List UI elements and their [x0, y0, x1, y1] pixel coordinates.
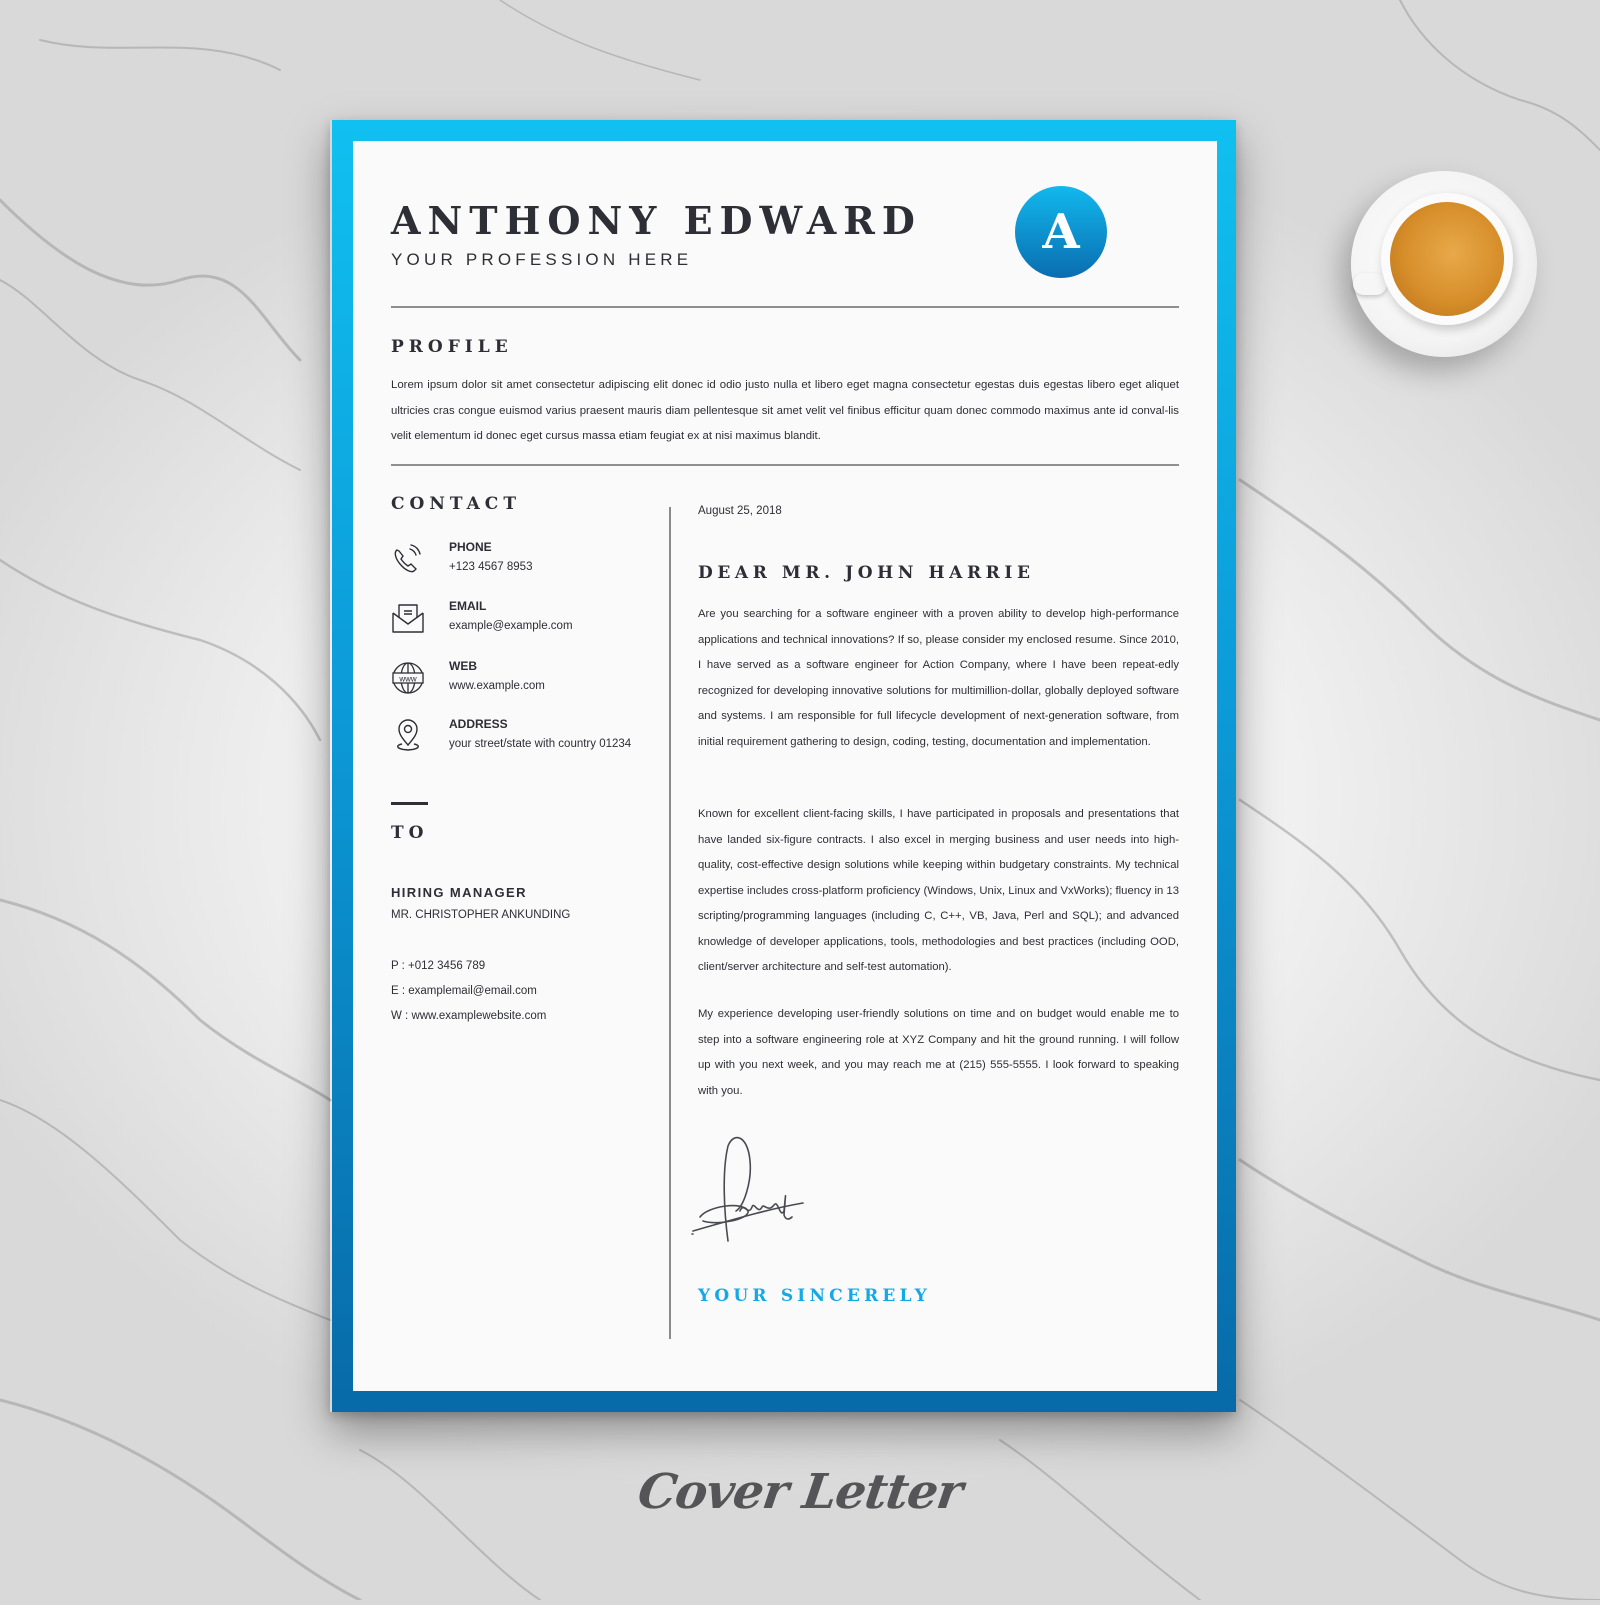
- letter-paragraph: My experience developing user-friendly solutions on time and on budget would enable me to step into a software engineering role at XYZ Company and hit the ground running. I will follow up with you next week, and you may reach me at (215) 555-5555. I look forward to speaking with you.: [698, 1008, 1179, 1097]
- cover-letter-page: [353, 141, 1217, 1391]
- recipient-role: HIRING MANAGER: [391, 885, 527, 900]
- monogram-letter: A: [1042, 204, 1080, 260]
- section-accent-divider: [391, 802, 428, 805]
- phone-icon: [391, 542, 425, 576]
- letter-date: August 25, 2018: [698, 505, 782, 517]
- recipient-website: W : www.examplewebsite.com: [391, 1010, 547, 1022]
- recipient-phone: P : +012 3456 789: [391, 960, 486, 972]
- contact-heading: CONTACT: [391, 494, 521, 514]
- signature-image: [688, 1131, 818, 1261]
- letter-paragraph: Known for excellent client-facing skills, I have participated in proposals and presentations that have landed six-figure contracts. I also excel in merging business and user needs into high-quality, cost-effective design solutions while keeping within budgetary constraints. My technical expertise includes cross-platform proficiency (Windows, Unix, Linux and VxWorks); fluency in 13 scripting/programming languages (including C, C++, VB, Java, Perl and SQL); and advanced knowledge of developer applications, tools, methodologies and best practices (including OOD, client/server architecture and self-test automation).: [698, 808, 1179, 973]
- svg-text:www: www: [399, 674, 417, 684]
- contact-web: [391, 659, 661, 703]
- profile-heading: PROFILE: [391, 337, 513, 357]
- applicant-name: ANTHONY EDWARD: [391, 198, 922, 243]
- profession-subtitle: YOUR PROFESSION HERE: [391, 250, 693, 269]
- contact-label: EMAIL: [449, 599, 487, 613]
- contact-value: example@example.com: [449, 620, 573, 632]
- coffee-cup-image: [1335, 163, 1545, 373]
- contact-value: +123 4567 8953: [449, 561, 533, 573]
- profile-text: Lorem ipsum dolor sit amet consectetur adipiscing elit donec id odio justo nulla et libero eget magna consectetur egestas duis egestas libero eget aliquet ultricies cras congue euismod varius praesent mauris diam pellentesque sit amet velit vel finibus efficitur quam donec commodo maximus ante id conval-lis velit elementum id donec eget cursus massa etiam feugiat ex at nisi maximus blandit.: [391, 379, 1179, 442]
- contact-label: ADDRESS: [449, 717, 508, 731]
- profile-divider: [391, 464, 1179, 466]
- to-heading: TO: [391, 823, 429, 843]
- contact-address: [391, 717, 661, 761]
- globe-icon: [391, 661, 425, 695]
- cover-letter-caption: Cover Letter: [634, 1464, 966, 1520]
- recipient-name: MR. CHRISTOPHER ANKUNDING: [391, 909, 571, 921]
- contact-phone: [391, 540, 661, 584]
- header-divider: [391, 306, 1179, 308]
- location-pin-icon: [391, 719, 425, 753]
- letter-paragraph: Are you searching for a software engineer with a proven ability to develop high-performance applications and technical innovations? If so, please consider my enclosed resume. Since 2010, I have served as a software engineer for Action Company, where I have been repeat-edly recognized for developing innovative solutions for multimillion-dollar, globally deployed software and systems. I am responsible for full lifecycle development of next-generation software, from initial requirement gathering to design, coding, testing, documentation and implementation.: [698, 608, 1179, 748]
- recipient-email: E : examplemail@email.com: [391, 985, 537, 997]
- contact-value: your street/state with country 01234: [449, 738, 632, 750]
- monogram-badge: [1015, 186, 1107, 278]
- contact-label: WEB: [449, 659, 477, 673]
- column-divider: [669, 507, 671, 1339]
- closing-text: YOUR SINCERELY: [698, 1286, 931, 1306]
- email-icon: [391, 601, 425, 635]
- contact-label: PHONE: [449, 540, 492, 554]
- contact-email: [391, 599, 661, 643]
- salutation: DEAR MR. JOHN HARRIE: [698, 563, 1035, 583]
- contact-value: www.example.com: [449, 680, 545, 692]
